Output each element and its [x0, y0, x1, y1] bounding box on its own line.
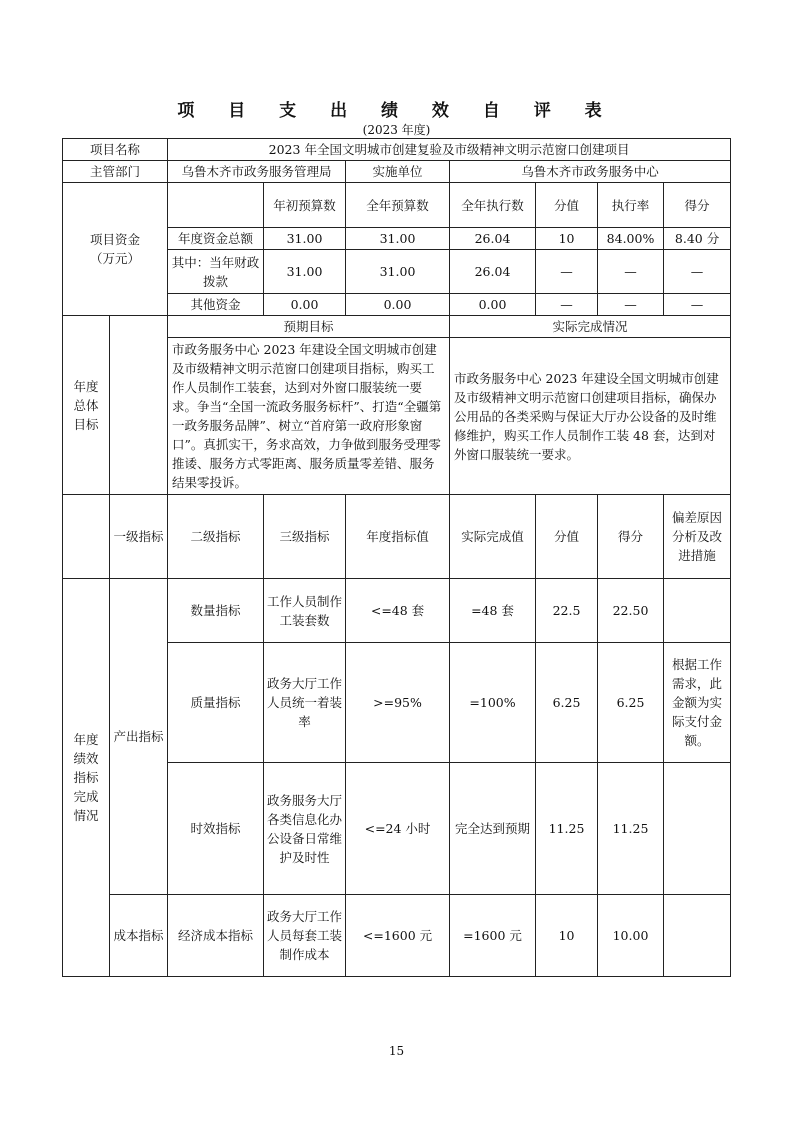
impl-label: 实施单位 — [346, 161, 450, 183]
funds-cell: 8.40 分 — [664, 228, 731, 250]
deviation-note — [664, 895, 731, 977]
funds-row-name: 年度资金总额 — [168, 228, 264, 250]
score-value: 6.25 — [536, 643, 598, 763]
level3-indicator: 工作人员制作工装套数 — [264, 579, 346, 643]
funds-cell: 31.00 — [346, 228, 450, 250]
level3-indicator: 政务服务大厅各类信息化办公设备日常维护及时性 — [264, 763, 346, 895]
indicator-header: 一级指标 — [110, 495, 168, 579]
funds-header: 年初预算数 — [264, 183, 346, 228]
funds-cell: 31.00 — [264, 250, 346, 294]
target-value: <=48 套 — [346, 579, 450, 643]
funds-cell: 31.00 — [264, 228, 346, 250]
level2-indicator: 经济成本指标 — [168, 895, 264, 977]
funds-label: 项目资金 （万元） — [63, 183, 168, 316]
got-value: 10.00 — [598, 895, 664, 977]
expected-goal-text: 市政务服务中心 2023 年建设全国文明城市创建及市级精神文明示范窗口创建项目指标，购买工作人员制作工装套，达到对外窗口服装统一要求。争当“全国一流政务服务标杆”、打造“全疆第一政务服务品牌”、树立“首府第一政府形象窗口”。真抓实干，务求高效，力争做到服务受理零推诿、服务方式零距离、服务质量零差错、服务结果零投诉。 — [168, 338, 450, 495]
funds-header: 全年预算数 — [346, 183, 450, 228]
funds-cell: 0.00 — [264, 294, 346, 316]
got-value: 11.25 — [598, 763, 664, 895]
indicator-header: 得分 — [598, 495, 664, 579]
evaluation-table — [62, 138, 731, 977]
actual-result-text: 市政务服务中心 2023 年建设全国文明城市创建及市级精神文明示范窗口创建项目指标，确保办公用品的各类采购与保证大厅办公设备的及时维修维护，购买工作人员制作工装 48 套，达到对外窗口服装统一要求。 — [450, 338, 731, 495]
actual-value: =48 套 — [450, 579, 536, 643]
goals-gap — [110, 316, 168, 495]
funds-header: 执行率 — [598, 183, 664, 228]
impl-value: 乌鲁木齐市政务服务中心 — [450, 161, 731, 183]
funds-cell: — — [664, 294, 731, 316]
deviation-note — [664, 763, 731, 895]
funds-cell: 0.00 — [450, 294, 536, 316]
level2-indicator: 时效指标 — [168, 763, 264, 895]
funds-cell: — — [536, 250, 598, 294]
level1-indicator: 成本指标 — [110, 895, 168, 977]
funds-cell: — — [664, 250, 731, 294]
actual-value: =100% — [450, 643, 536, 763]
level3-indicator: 政务大厅工作人员统一着装率 — [264, 643, 346, 763]
indicator-header-blank — [63, 495, 110, 579]
project-name: 2023 年全国文明城市创建复验及市级精神文明示范窗口创建项目 — [168, 139, 731, 161]
project-name-label: 项目名称 — [63, 139, 168, 161]
level2-indicator: 数量指标 — [168, 579, 264, 643]
indicator-header: 二级指标 — [168, 495, 264, 579]
dept-label: 主管部门 — [63, 161, 168, 183]
funds-cell: 0.00 — [346, 294, 450, 316]
target-value: <=1600 元 — [346, 895, 450, 977]
page-title: 项 目 支 出 绩 效 自 评 表 — [177, 101, 616, 121]
dept-value: 乌鲁木齐市政务服务管理局 — [168, 161, 346, 183]
actual-result-label: 实际完成情况 — [450, 316, 731, 338]
indicator-header: 年度指标值 — [346, 495, 450, 579]
page-subtitle: (2023 年度) — [362, 123, 431, 137]
got-value: 22.50 — [598, 579, 664, 643]
actual-value: 完全达到预期 — [450, 763, 536, 895]
actual-value: =1600 元 — [450, 895, 536, 977]
indicator-header: 分值 — [536, 495, 598, 579]
target-value: <=24 小时 — [346, 763, 450, 895]
funds-cell: — — [536, 294, 598, 316]
funds-header-blank — [168, 183, 264, 228]
funds-cell: 26.04 — [450, 250, 536, 294]
expected-goal-label: 预期目标 — [168, 316, 450, 338]
level1-indicator: 产出指标 — [110, 579, 168, 895]
funds-cell: 31.00 — [346, 250, 450, 294]
funds-row-name: 其他资金 — [168, 294, 264, 316]
funds-row-name: 其中：当年财政拨款 — [168, 250, 264, 294]
funds-header: 全年执行数 — [450, 183, 536, 228]
indicator-header: 三级指标 — [264, 495, 346, 579]
funds-cell: 26.04 — [450, 228, 536, 250]
indicator-header: 偏差原因分析及改进措施 — [664, 495, 731, 579]
score-value: 10 — [536, 895, 598, 977]
funds-cell: 84.00% — [598, 228, 664, 250]
level3-indicator: 政务大厅工作人员每套工装制作成本 — [264, 895, 346, 977]
funds-cell: 10 — [536, 228, 598, 250]
score-value: 11.25 — [536, 763, 598, 895]
level2-indicator: 质量指标 — [168, 643, 264, 763]
deviation-note — [664, 579, 731, 643]
deviation-note: 根据工作需求，此金额为实际支付金额。 — [664, 643, 731, 763]
funds-header: 得分 — [664, 183, 731, 228]
page-number: 15 — [388, 1044, 405, 1058]
target-value: >=95% — [346, 643, 450, 763]
goals-label: 年度 总体 目标 — [63, 316, 110, 495]
got-value: 6.25 — [598, 643, 664, 763]
funds-cell: — — [598, 250, 664, 294]
score-value: 22.5 — [536, 579, 598, 643]
indicator-header: 实际完成值 — [450, 495, 536, 579]
funds-cell: — — [598, 294, 664, 316]
funds-header: 分值 — [536, 183, 598, 228]
indicator-section-label: 年度 绩效 指标 完成 情况 — [63, 579, 110, 977]
